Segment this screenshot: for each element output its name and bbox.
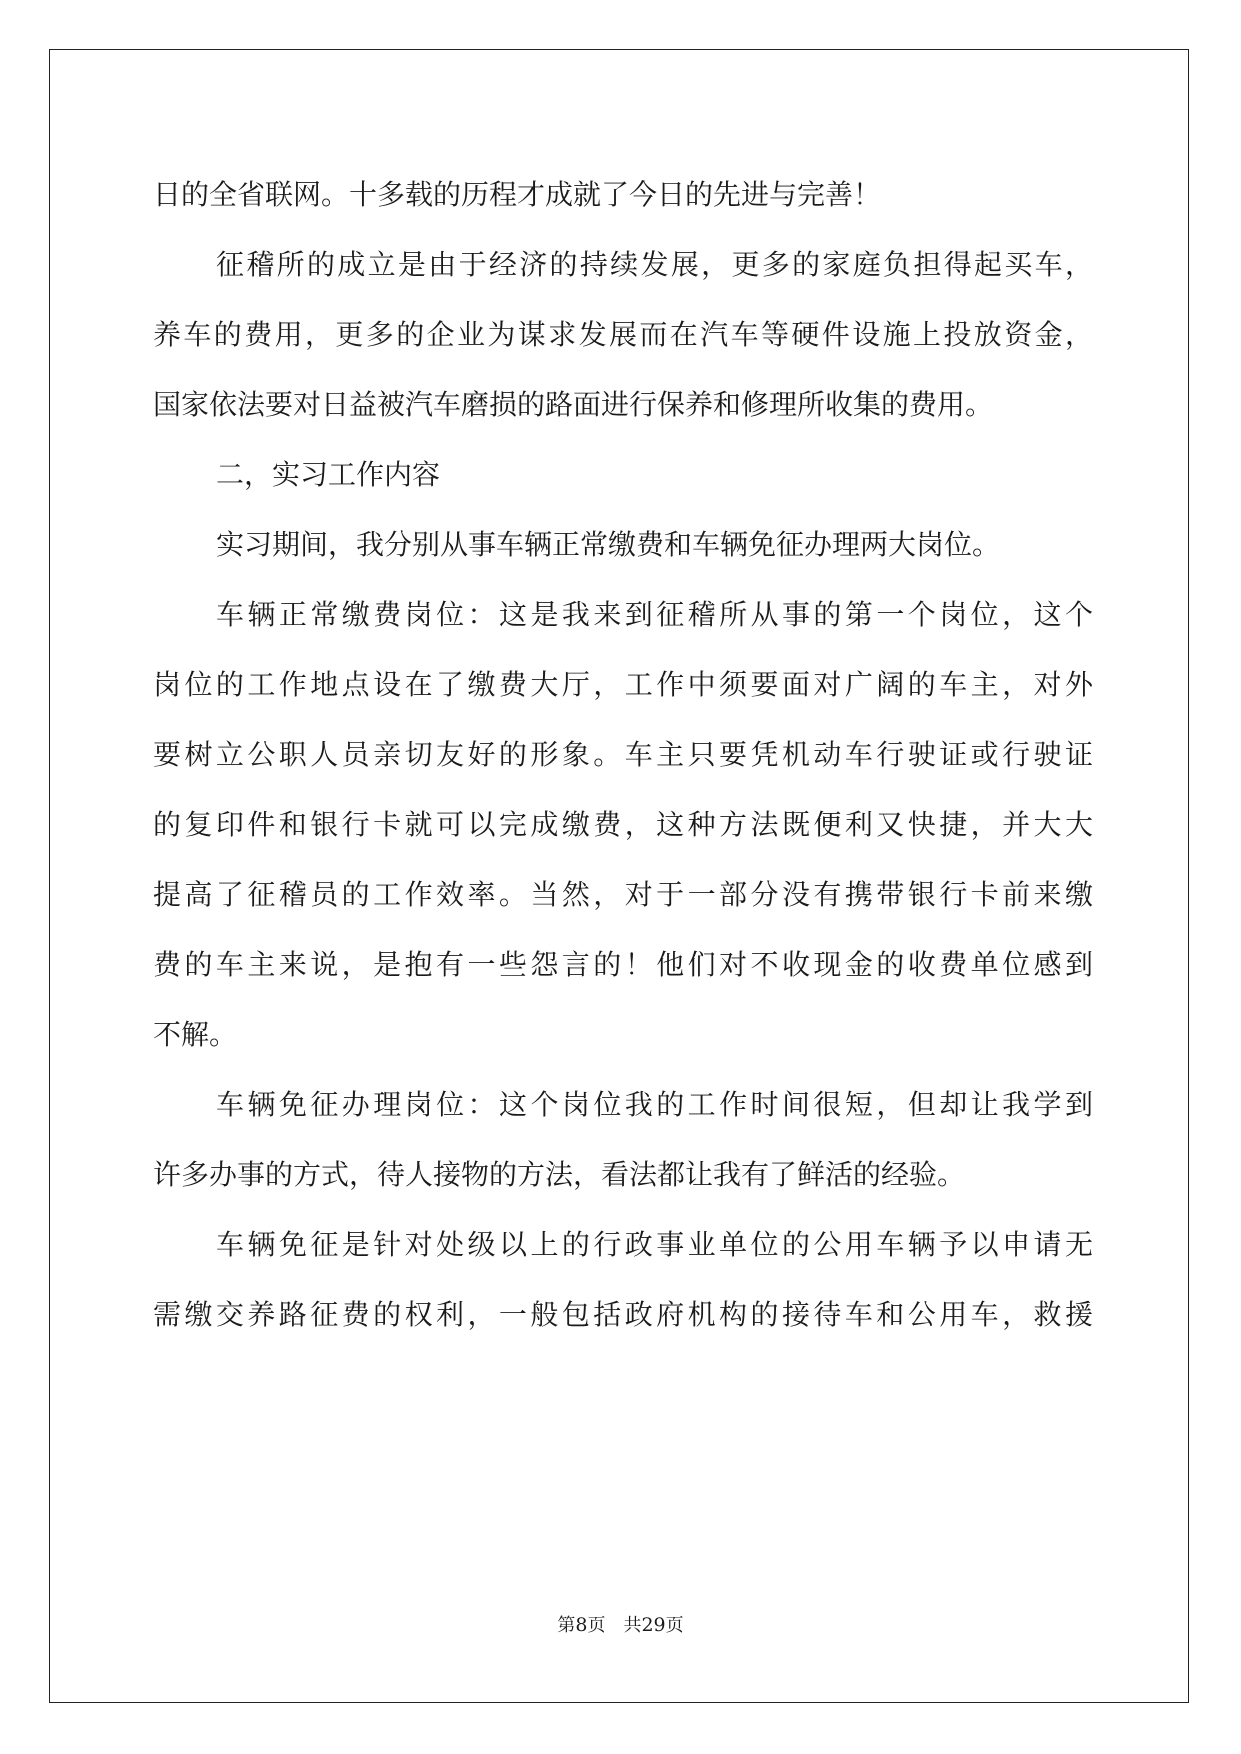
text-line: 日的全省联网。十多载的历程才成就了今日的先进与完善！: [153, 178, 882, 211]
footer-total-prefix: 共: [623, 1615, 642, 1636]
footer-page-prefix: 第: [557, 1615, 576, 1636]
text-line: 许多办事的方式，待人接物的方法，看法都让我有了鲜活的经验。: [153, 1158, 966, 1191]
section-heading: 二，实习工作内容: [216, 458, 441, 491]
text-line: 征稽所的成立是由于经济的持续发展，更多的家庭负担得起买车，: [216, 248, 1093, 281]
text-line: 提高了征稽员的工作效率。当然，对于一部分没有携带银行卡前来缴: [153, 878, 1093, 911]
footer-page-number: 8: [575, 1614, 588, 1636]
text-line: 的复印件和银行卡就可以完成缴费，这种方法既便利又快捷，并大大: [153, 808, 1093, 841]
text-line: 实习期间，我分别从事车辆正常缴费和车辆免征办理两大岗位。: [216, 528, 1001, 561]
footer-page-suffix: 页: [587, 1615, 606, 1636]
text-line: 车辆免征办理岗位：这个岗位我的工作时间很短，但却让我学到: [216, 1088, 1093, 1121]
text-line: 养车的费用，更多的企业为谋求发展而在汽车等硬件设施上投放资金，: [153, 318, 1093, 351]
text-line: 要树立公职人员亲切友好的形象。车主只要凭机动车行驶证或行驶证: [153, 738, 1093, 771]
text-line: 岗位的工作地点设在了缴费大厅，工作中须要面对广阔的车主，对外: [153, 668, 1093, 701]
footer-total-suffix: 页: [665, 1615, 684, 1636]
text-line: 需缴交养路征费的权利，一般包括政府机构的接待车和公用车，救援: [153, 1298, 1093, 1331]
text-line: 国家依法要对日益被汽车磨损的路面进行保养和修理所收集的费用。: [153, 388, 994, 421]
text-line: 车辆免征是针对处级以上的行政事业单位的公用车辆予以申请无: [216, 1228, 1093, 1261]
text-line: 车辆正常缴费岗位：这是我来到征稽所从事的第一个岗位，这个: [216, 598, 1093, 631]
text-line: 不解。: [153, 1018, 238, 1051]
footer-total-pages: 29: [641, 1614, 666, 1636]
document-body: [153, 160, 1093, 1350]
page-footer: [0, 1611, 1241, 1637]
text-line: 费的车主来说，是抱有一些怨言的！他们对不收现金的收费单位感到: [153, 948, 1093, 981]
